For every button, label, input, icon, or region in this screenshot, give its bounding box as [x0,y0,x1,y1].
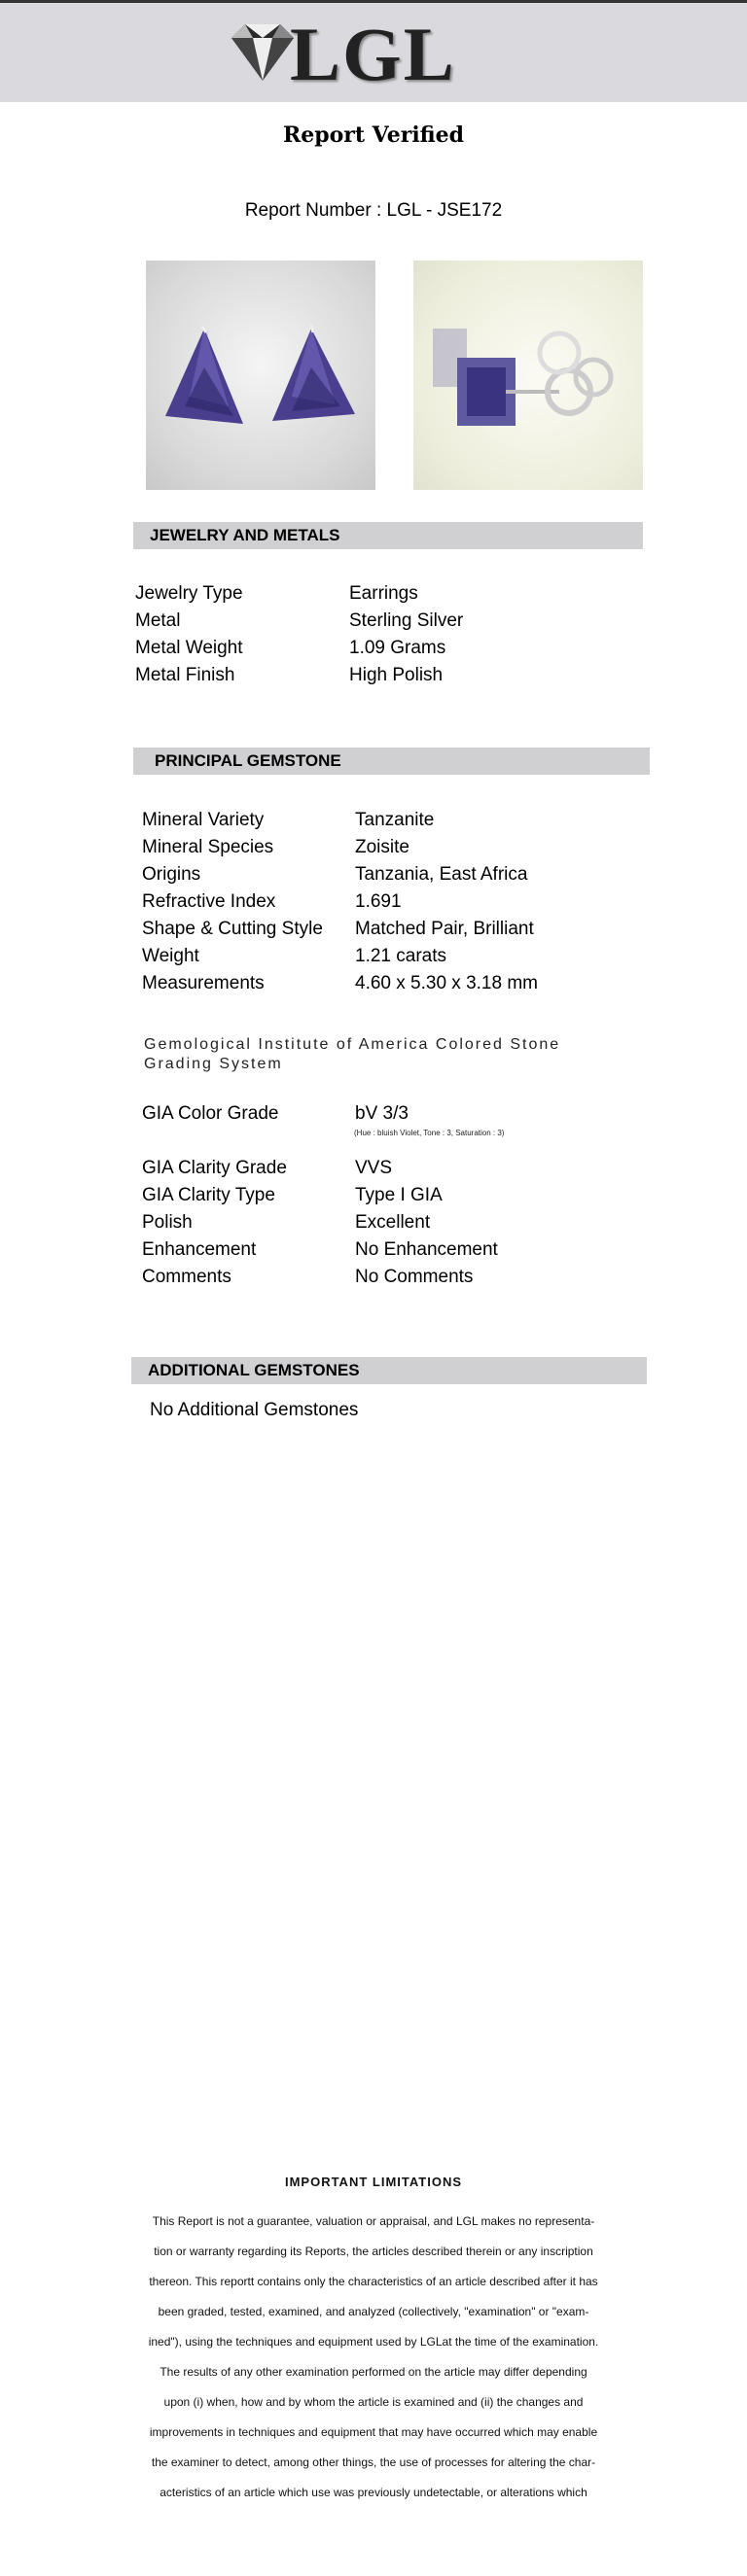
limitations-line: The results of any other examination performed on the article may differ depending [160,2365,587,2379]
gia-color-grade [142,1100,628,1128]
detail-row [142,1209,628,1236]
section-header-principal: PRINCIPAL GEMSTONE [133,748,650,775]
detail-value: Tanzanite [355,810,435,830]
detail-label: Metal [135,610,181,631]
report-number: Report Number : LGL - JSE172 [244,200,503,221]
detail-value: bV 3/3 [355,1103,409,1124]
limitations-line: been graded, tested, examined, and analyzed (collectively, "examination" or "exam- [158,2305,589,2318]
gemstone-details [142,807,628,997]
detail-row [142,834,628,861]
limitations-line: acteristics of an article which use was previously undetectable, or alterations which [160,2486,587,2499]
detail-value: 1.691 [355,891,402,912]
earrings-side-photo [413,261,643,490]
detail-value: Sterling Silver [349,610,464,631]
detail-label: GIA Color Grade [142,1103,279,1124]
detail-row [135,580,622,608]
detail-value: Tanzania, East Africa [355,864,528,885]
jewelry-details [135,580,622,689]
additional-gemstones-text: No Additional Gemstones [150,1400,359,1420]
detail-row [135,635,622,662]
page-title: Report Verified [282,122,465,148]
detail-row [142,861,628,888]
limitations-line: the examiner to detect, among other things, the use of processes for altering the char- [151,2455,596,2469]
detail-label: GIA Clarity Type [142,1185,275,1205]
limitations-line: thereon. This reportt contains only the characteristics of an article described after it has [149,2275,598,2288]
detail-value: Excellent [355,1212,431,1233]
detail-value: Matched Pair, Brilliant [355,919,534,939]
limitations-line: upon (i) when, how and by whom the article is examined and (ii) the changes and [163,2395,584,2409]
detail-label: Mineral Variety [142,810,265,830]
detail-label: Refractive Index [142,891,276,912]
detail-label: Jewelry Type [135,583,243,604]
detail-label: GIA Clarity Grade [142,1158,287,1178]
detail-value: VVS [355,1158,393,1178]
logo-text: LGL [290,12,456,96]
detail-row [142,1264,628,1291]
detail-value: No Comments [355,1267,474,1287]
detail-label: Weight [142,946,199,966]
gia-grading-details [142,1155,628,1291]
detail-label: Comments [142,1267,231,1287]
detail-row [142,943,628,970]
detail-row [142,970,628,997]
detail-label: Shape & Cutting Style [142,919,323,939]
detail-row [142,807,628,834]
detail-value: 4.60 x 5.30 x 3.18 mm [355,973,538,993]
detail-label: Metal Finish [135,665,235,685]
detail-value: Earrings [349,583,418,604]
detail-label: Polish [142,1212,193,1233]
limitations-line: ined"), using the techniques and equipment used by LGLat the time of the examination. [148,2335,599,2349]
detail-value: No Enhancement [355,1239,498,1260]
detail-label: Mineral Species [142,837,274,857]
section-header-jewelry: JEWELRY AND METALS [133,522,643,549]
limitations-line: tion or warranty regarding its Reports, the articles described therein or any inscription [154,2245,593,2258]
detail-value: Zoisite [355,837,409,857]
limitations-line: improvements in techniques and equipment that may have occurred which may enable [149,2425,598,2439]
important-limitations [80,2175,667,2508]
detail-row [135,608,622,635]
limitations-line: This Report is not a guarantee, valuation or appraisal, and LGL makes no representa- [152,2214,595,2228]
detail-label: Measurements [142,973,265,993]
detail-value: High Polish [349,665,444,685]
detail-row [142,1155,628,1182]
detail-label: Enhancement [142,1239,257,1260]
detail-value: 1.09 Grams [349,638,446,658]
detail-row [142,1236,628,1264]
gia-grading-heading: Gemological Institute of America Colored Stone Grading System [144,1036,561,1072]
color-grade-note: (Hue : bluish Violet, Tone : 3, Saturation : 3) [354,1129,505,1137]
header-banner [0,0,747,102]
limitations-title: IMPORTANT LIMITATIONS [284,2175,463,2189]
detail-row [135,662,622,689]
detail-row [142,1100,628,1128]
detail-row [142,1182,628,1209]
detail-value: Type I GIA [355,1185,443,1205]
earrings-front-photo [146,261,375,490]
lgl-logo[interactable] [224,12,477,96]
detail-row [142,888,628,916]
detail-value: 1.21 carats [355,946,446,966]
section-header-additional: ADDITIONAL GEMSTONES [131,1357,647,1384]
detail-label: Metal Weight [135,638,243,658]
detail-label: Origins [142,864,201,885]
detail-row [142,916,628,943]
